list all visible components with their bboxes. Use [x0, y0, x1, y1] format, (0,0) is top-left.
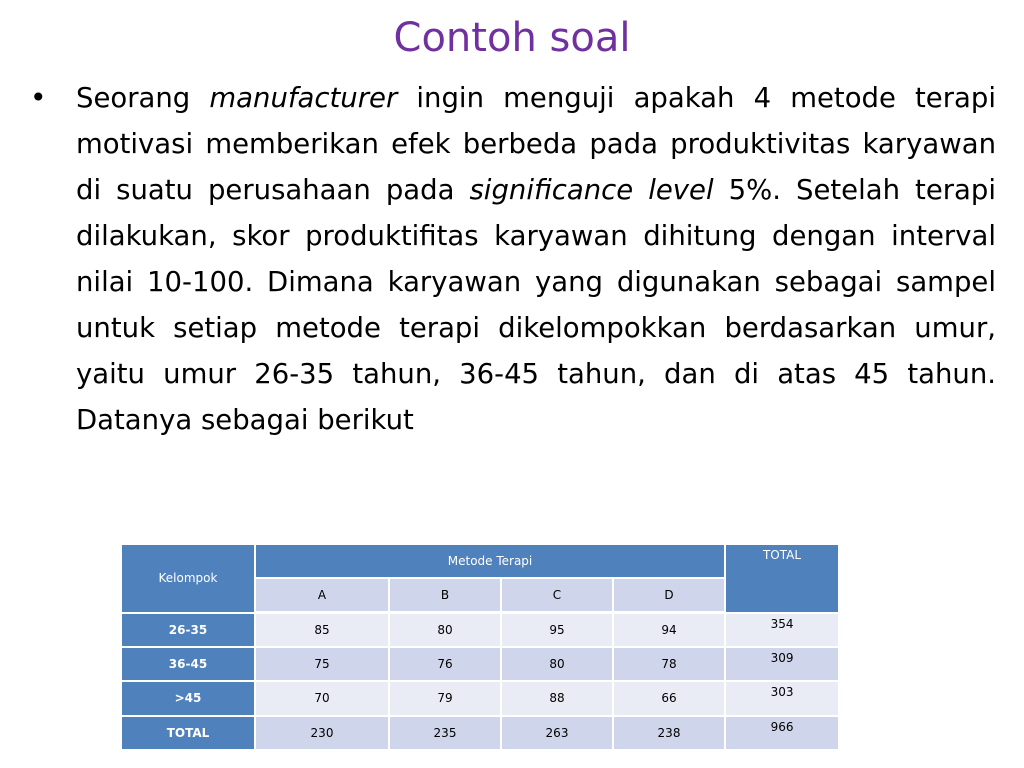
table-cell: 79	[389, 681, 501, 715]
row-total: 309	[725, 647, 839, 681]
text-part: ingin menguji apakah 4 metode terapi motivasi memberikan efek berbeda pada produktivitas karyawan di suatu perusahaan pada	[76, 82, 996, 206]
data-table	[120, 543, 840, 751]
header-method-b: B	[389, 578, 501, 612]
table-cell: 263	[501, 716, 613, 750]
table-cell: 70	[255, 681, 389, 715]
text-part: Seorang	[76, 82, 210, 114]
row-label: TOTAL	[121, 716, 255, 750]
row-label: >45	[121, 681, 255, 715]
bullet-dot-icon: •	[30, 81, 47, 114]
table-cell: 95	[501, 613, 613, 647]
table-cell: 88	[501, 681, 613, 715]
table-row	[121, 613, 839, 647]
table-cell: 238	[613, 716, 725, 750]
header-method-a: A	[255, 578, 389, 612]
table-cell: 78	[613, 647, 725, 681]
slide-title: Contoh soal	[393, 15, 631, 61]
row-total: 354	[725, 613, 839, 647]
row-label: 36-45	[121, 647, 255, 681]
table-cell: 76	[389, 647, 501, 681]
table-cell: 85	[255, 613, 389, 647]
table-cell: 235	[389, 716, 501, 750]
table-cell: 75	[255, 647, 389, 681]
row-total: 966	[725, 716, 839, 750]
text-italic-manufacturer: manufacturer	[209, 82, 398, 114]
problem-statement	[76, 75, 996, 443]
table-cell: 80	[389, 613, 501, 647]
header-method-d: D	[613, 578, 725, 612]
row-label: 26-35	[121, 613, 255, 647]
bullet-item	[30, 75, 996, 443]
text-italic-significance-level: significance level	[469, 174, 714, 206]
table-row	[121, 647, 839, 681]
header-kelompok: Kelompok	[121, 544, 255, 613]
text-part: 5%. Setelah terapi dilakukan, skor produktifitas karyawan dihitung dengan interval nilai 10-100. Dimana karyawan yang digunakan sebagai sampel untuk setiap metode terapi dikelompokkan berdasarkan umur, yaitu umur 26-35 tahun, 36-45 tahun, dan di atas 45 tahun. Datanya sebagai berikut	[76, 174, 996, 436]
row-total: 303	[725, 681, 839, 715]
header-total: TOTAL	[725, 544, 839, 613]
table-cell: 94	[613, 613, 725, 647]
header-method-c: C	[501, 578, 613, 612]
header-metode-terapi: Metode Terapi	[255, 544, 725, 578]
table-cell: 80	[501, 647, 613, 681]
table-row	[121, 716, 839, 750]
table-row	[121, 681, 839, 715]
table-cell: 230	[255, 716, 389, 750]
table-cell: 66	[613, 681, 725, 715]
